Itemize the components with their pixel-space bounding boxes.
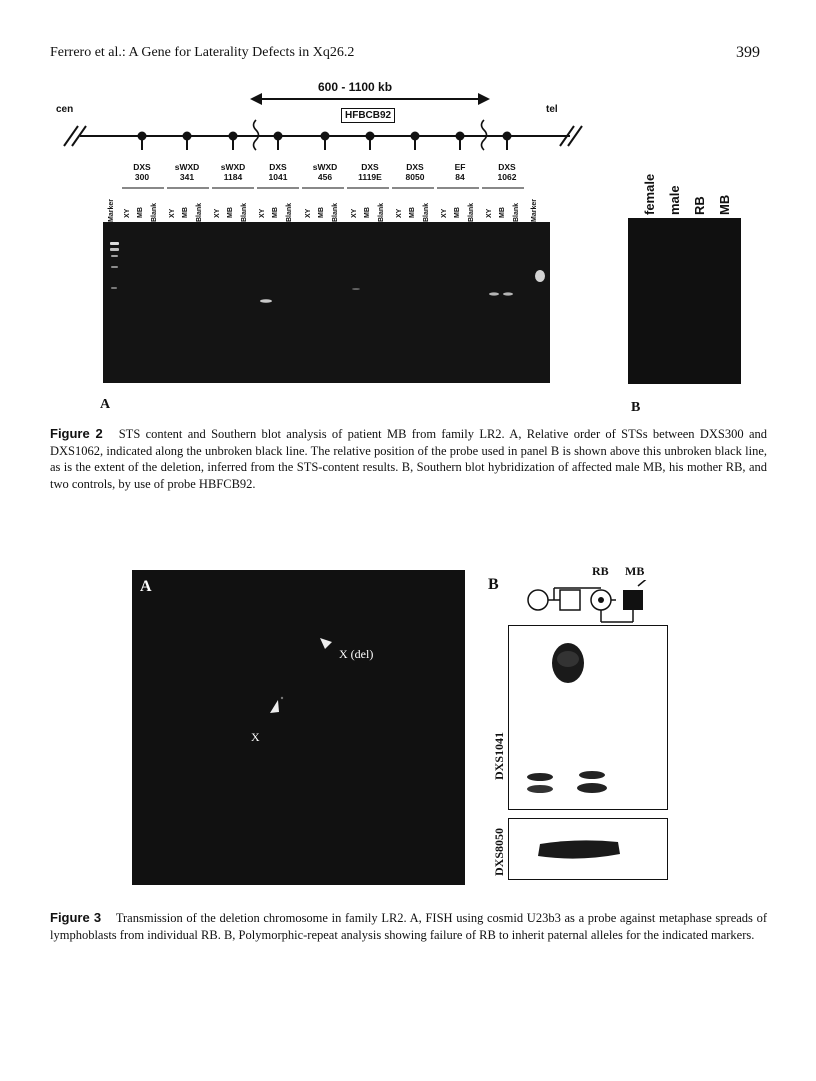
- figure-3-caption: Figure 3 Transmission of the deletion chromosome in family LR2. A, FISH using cosmid U23b3 as a probe against metaphase spreads of lymphoblasts from individual RB. B, Polymorphic-repeat analysis showing failure of RB to inherit paternal alleles for the indicated markers.: [50, 910, 768, 942]
- telomere-label: tel: [546, 104, 558, 115]
- fish-label-deleted: X (del): [339, 647, 374, 661]
- lane-label: Blank: [468, 202, 475, 222]
- polymorphic-repeat-gel-1: [508, 625, 668, 810]
- lane-label: MB: [364, 207, 371, 218]
- pedigree-label-mb: MB: [625, 564, 645, 578]
- fish-panel-label: A: [140, 578, 152, 595]
- sts-label: sWXD 1184: [220, 162, 246, 182]
- sts-label: sWXD 341: [174, 162, 200, 182]
- lane-label: MB: [318, 207, 325, 218]
- polymorphic-repeat-gel-2: [508, 818, 668, 880]
- lane-label: Blank: [423, 202, 430, 222]
- southern-blot-image: [628, 218, 741, 384]
- sts-label: DXS 1119E: [358, 162, 382, 182]
- lane-label: Blank: [241, 202, 248, 222]
- lane-label: MB: [182, 207, 189, 218]
- sts-label: DXS 1041: [268, 162, 288, 182]
- lane-label: Blank: [378, 202, 385, 222]
- sts-label: EF 84: [454, 162, 466, 182]
- lane-label: Blank: [286, 202, 293, 222]
- figure-2-caption: Figure 2 STS content and Southern blot analysis of patient MB from family LR2. A, Relative order of STSs between DXS300 and DXS1062, indicated along the unbroken black line. The relative position of the probe used in panel B is shown above this unbroken black line, as is the extent of the deletion, inferred from the STS-content results. B, Southern blot hybridization of affected male MB, his mother RB, and two controls, by use of probe HBFCB92.: [50, 426, 767, 491]
- lane-label: XY: [169, 208, 176, 218]
- probe-box: HFBCB92: [341, 108, 395, 123]
- lane-label: MB: [409, 207, 416, 218]
- fish-label-normal: X: [251, 730, 260, 744]
- sts-label: DXS 300: [133, 162, 151, 182]
- lane-label: XY: [305, 208, 312, 218]
- gel-image: [103, 222, 550, 383]
- lane-label: XY: [441, 208, 448, 218]
- running-title: Ferrero et al.: A Gene for Laterality Defects in Xq26.2: [50, 45, 355, 60]
- blot-lane-label: male: [667, 185, 682, 215]
- lane-label: MB: [454, 207, 461, 218]
- blot-lane-label: female: [642, 173, 657, 215]
- lane-label: XY: [214, 208, 221, 218]
- centromere-label: cen: [56, 104, 74, 115]
- lane-label: MB: [499, 207, 506, 218]
- panel-label-b: B: [488, 576, 499, 593]
- lane-label: Blank: [332, 202, 339, 222]
- fish-arrows: [132, 570, 465, 885]
- marker-label: DXS8050: [492, 827, 506, 876]
- lane-label: Blank: [513, 202, 520, 222]
- fish-image: [132, 570, 465, 885]
- pedigree-label-rb: RB: [592, 564, 609, 578]
- chromosome-map-line: [60, 118, 590, 158]
- lane-label: Blank: [151, 202, 158, 222]
- lane-label: XY: [259, 208, 266, 218]
- lane-label: XY: [486, 208, 493, 218]
- lane-label: XY: [396, 208, 403, 218]
- lane-label: MB: [227, 207, 234, 218]
- lane-label: XY: [351, 208, 358, 218]
- deletion-extent-label: 600 - 1100 kb: [318, 80, 393, 94]
- blot-lane-label: MB: [717, 194, 732, 215]
- figure-2: [0, 0, 816, 500]
- figure-3: [0, 560, 816, 960]
- blot-lane-label: RB: [692, 196, 707, 215]
- sts-label: DXS 8050: [405, 162, 425, 182]
- panel-label-b: B: [631, 400, 641, 415]
- lane-label-marker: Marker: [531, 199, 538, 222]
- lane-label: XY: [124, 208, 131, 218]
- sts-label: sWXD 456: [312, 162, 338, 182]
- lane-label: Blank: [196, 202, 203, 222]
- panel-label-a: A: [100, 397, 111, 412]
- marker-label: DXS1041: [492, 731, 506, 780]
- sts-label: DXS 1062: [497, 162, 517, 182]
- lane-label-marker: Marker: [108, 199, 115, 222]
- lane-group-underlines: [100, 186, 560, 190]
- lane-label: MB: [272, 207, 279, 218]
- lane-label: MB: [137, 207, 144, 218]
- page-number: 399: [736, 44, 760, 61]
